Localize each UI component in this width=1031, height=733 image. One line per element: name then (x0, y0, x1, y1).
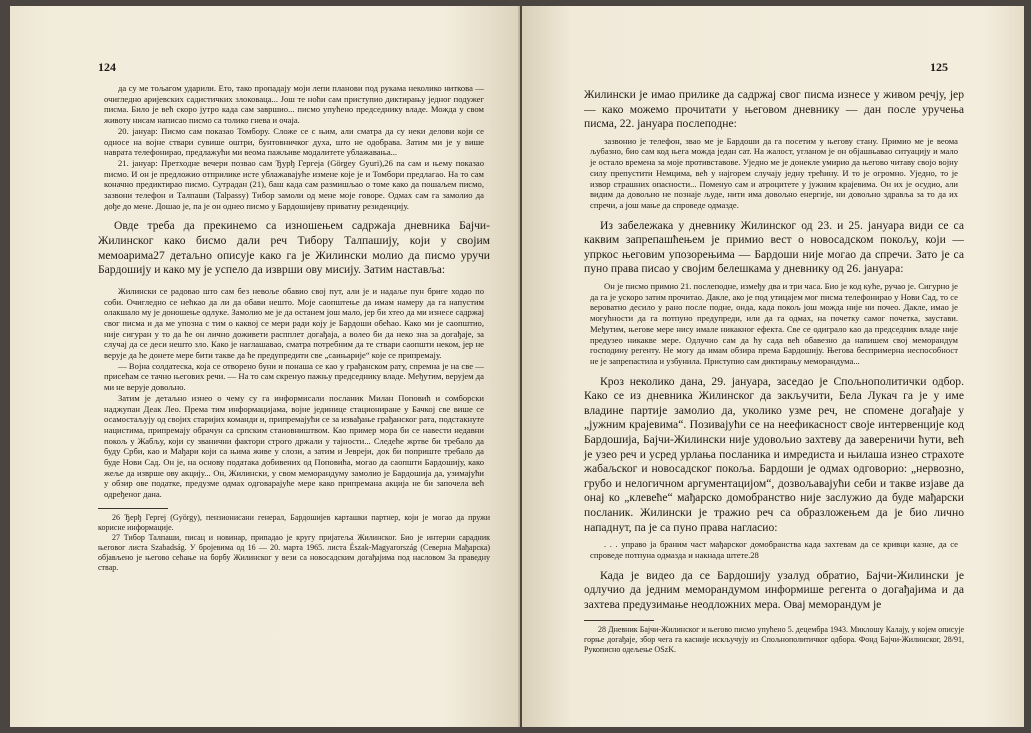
spacer (98, 278, 490, 286)
quoted-paragraph: — Војна солдатеска, која се отворено буни и понаша се као у грађанском рату, спремна је на све — присећам се тачно његових речи. — На то сам скренуо пажњу председнику владе. Међутим, верујем да ми не верује довољно. (104, 360, 484, 393)
footnote-divider (98, 508, 168, 509)
footnote: 26 Ђерђ Гергеј (György), пензионисани генерал, Бардошијев карташки партнер, који је могао да пружи корисне информације. (98, 512, 490, 532)
spacer (98, 211, 490, 219)
footnote: 27 Тибор Талпаши, писац и новинар, припадао је кругу пријатеља Жилинског. Био је интерни сарадник његовог листа Szabadság. У бројевима од 16 — 20. марта 1965. листа Észak-Magyarország (Северна Мађарска) објављено је његово сећање на борбу Жилинског у вези са новосадским догађајима под насловом За праведну ствар. (98, 532, 490, 572)
spacer (584, 211, 964, 219)
spacer (584, 561, 964, 569)
spacer (98, 500, 490, 508)
page-number: 124 (98, 60, 116, 74)
right-page (522, 6, 1024, 727)
quoted-paragraph: Он је писмо примио 21. послеподне, између два и три часа. Био је код куће, ручао је. Сигурно је да га је ускоро затим прочитао. Дакле, ако је под утицајем мог писма телефонирао у Нови Сад, то се вероватно десило у рано после подне, онда, када покољ још можда није ни почео. Дакле, имао је могућности да га потпуно предупреди, или да га одмах, на почетку самог почетка, заустави. Међутим, његове мере нису имале никакног ефекта. Све се одиграло као да председник владе није предузео никакве мере. Одлучио сам да ћу сада већ обавезно да напишем свој меморандум господину регенту. Не могу да имам обзира према Бардошију. Његова беспримерна неспособност не је запрепастила и узбунила. Приступио сам диктирању меморандума... (590, 281, 958, 366)
body-paragraph: Када је видео да се Бардошију узалуд обратио, Бајчи-Жилински је одлучио да једним меморандумом информише регента о догађајима и да захтева предузимање неодложних мера. Овај меморандум је (584, 568, 964, 611)
right-page-text (584, 88, 964, 655)
page-number: 125 (930, 60, 948, 74)
left-page (10, 6, 520, 727)
quoted-paragraph: зазвонио је телефон, зваo ме је Бардоши да га посетим у његову стану. Примио ме је веома љубазно, био сам код њега можда један сат. На жалост, угланом је он објашњавао ситуацију и мало је остало времена за моје противставове. Уједно ме је донекле умирио да његово читаву својо војну силу препустити Немцима, већ у најгорем случају једну трећину. И то је огромно. Уједно, то је извор страшних опасности... Поменуо сам и атроцитете у јужним крајевима. Он их је осудио, али видим да довољно не познаје људе, нити има довољно енергије, ни довољно здравља за то да их спречи, а још мање да спроведе одмазде. (590, 135, 958, 210)
body-paragraph: Жилински је имао прилике да садржај свог писма изнесе у живом речју, јер — како можемо прочитати у његовом дневнику — дан после уручења писма, 22. јануара послеподне: (584, 88, 964, 131)
quoted-paragraph: да су ме тољагом ударили. Ето, тако пропадају моји лепи планови под рукама неколико ниткова — очигледно аријевских садистичких злоковаца... Још те ноћи сам приступио диктирању једног подужег писма. Било је већ скоро јутро када сам завршио... писмо упућено председнику владе. Можда у свом животу нисам написао писмо са толико гнева и очаја. (104, 83, 484, 126)
quoted-paragraph: 20. јануар: Писмо сам показао Томбору. Сложе се с њим, али сматра да су неки делови који се односе на војне ствари сувише оштри, бунтовничког духа, што не одобрава. Затим ми је у више наврата телефонирао, предлажући ми веома пажљиве модалитете ублажавања... (104, 125, 484, 158)
quoted-paragraph: . . . управо ја браним част мађарског домобранства када захтевам да се кривци казне, да се спроведе потпуна одмазда и накнада штете.28 (590, 539, 958, 560)
quoted-paragraph: Жилински се радовао што сам без невоље обавио свој пут, али је и надаље пун бриге ходао по соби. Очигледно се нећкао да ли да обави нешто. Моје саопштење да имам намеру да га напустим олакшало му је доношење одлуке. Замолио ме је да останем још мало, јер би хтео да ми изнесе садржај свог писма и да ме упозна с тим о каквој се мери ради коју је Бардоши обећао. Како ми је саопштио, није сигуран у то да ће он лично доживети распплет догађаја, а волео би да неко зна за догађаје, за случај да се деси нешто зло. Како је наглашавао, сматра потребним да те ствари саопшти неком, јер не верује да ће донете мере бити такве да ће предупредити све „саињарије“ које се припремају. (104, 285, 484, 361)
body-paragraph: Овде треба да прекинемо са изношењем садржаја дневника Бајчи-Жилинског како бисмо дали реч Тибору Талпашију, који у својим мемоарима27 детаљно описује како га је Жилински молио да писмо уручи Бардошију и како му је успело да изврши ову мисију. Затим наставља: (98, 219, 490, 277)
quoted-paragraph: 21. јануар: Претходне вечери позвао сам Ђурђ Гергеја (Görgey Gyuri),26 па сам и њему показао писмо. И он је предложио отприлике исте ублажавајуће измене које је и Томбори предлагао. На то сам коначно предиктирао писмо. Сутрадан (21), баш када сам размишљао о томе како да пошаљем писмо, зазвони телефон и Талпаши (Talpassy) Тибор замоли од мене моје говоре. Одмах сам га замолио да дође до мене. Дошао је, па је он однео писмо у Бардошијеву приватну резиденцију. (104, 157, 484, 211)
spacer (584, 612, 964, 620)
footnote: 28 Дневник Бајчи-Жилинског и његово писмо упућено 5. децембра 1943. Миклошу Калају, у којем описује горње догађаје, збор чега га касније искључују из Спољнополитичког одбора. Фонд Бајчи-Жилинског, 28/91, Рукописно одељење OSzK. (584, 625, 964, 655)
left-page-text (98, 83, 490, 573)
book-gutter (518, 6, 520, 727)
footnote-divider (584, 620, 654, 621)
spacer (584, 367, 964, 375)
body-paragraph: Кроз неколико дана, 29. јануара, заседао је Спољнополитички одбор. Како се из дневника Жилинског да закључити, Бела Лукач га је у име владине партије замолио да, уколико узме реч, не спомене догађаје у „јужним крајевима“. Позивајући се на неефикасност своје интервенције код Бардошија, Бајчи-Жилински није удовољио захтеву да завереничи ћути, већ је узео реч и усред урлања посланика и имредиста и њилаша изнео страхоте жабаљског и новосадског покоља. Бардоши је одмах одговорио: „нервозно, грубо и нелогичном аргументацијом“, дозвољавајући себи и такве изјаве да онај ко „клевеће“ мађарско домобранство није заслужио да буде мађарски посланик. Жилински је тражио реч са образложењем да је био лично нападнут, па је са пуно права нагласио: (584, 374, 964, 534)
body-paragraph: Из забележака у дневнику Жилинског од 23. и 25. јануара види се са каквим запрепашћењем је примио вест о новосадском покољу, који — упркос његовим упозорењима — Бардоши није могао да спречи. Зато је са пуно права писао у својим белешкама у дневнику од 26. јануара: (584, 218, 964, 276)
quoted-paragraph: Затим је детаљно изнео о чему су га информисали посланик Милан Поповић и сомборски наджупан Деак Лео. Према тим информацијама, војне јединице стациониране у Бачкој све више се осамостаљују од својих старијих команди и, припремајући се за извађање грађанског рата, подстакнуте нацистима, припремају обрачун са српским становништвом. Као пример мора би се навести недавни покољ у Жабљу, који су званични фактори строго држали у тајности... Следеће жртве би требало да буду Срби, као и Мађари који са њима живе у слози, а затим и Јевреји, док би поприште требало да буде Нови Сад. Он је, на основу података добивених од Поповића, могао да саопшти Бардошију, како жеље да изврше ову акцију... Он, Жилински, у свом меморандуму замолио је Бардошија да, узимајући у обзир ове податке, предузме одмах одговарајуће мере како припремана акција не би започела већ одређеног дана. (104, 392, 484, 500)
